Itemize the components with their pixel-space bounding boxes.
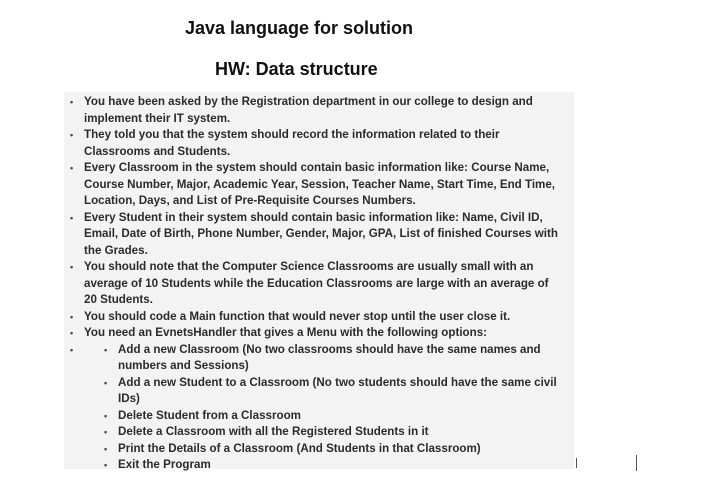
requirement-item: • You should note that the Computer Science Classrooms are usually small with an average of 10 Students while the Education Classrooms are large with an average of 20 Students. <box>64 259 564 309</box>
menu-option-item: • • Add a new Classroom (No two classrooms should have the same names and numbers and Sessions) <box>64 342 564 375</box>
menu-option-item: • Exit the Program <box>64 457 564 474</box>
requirements-list <box>64 94 564 474</box>
requirements-panel <box>64 92 574 469</box>
requirement-item: • Every Student in their system should contain basic information like: Name, Civil ID, Email, Date of Birth, Phone Number, Gender, Major, GPA, List of finished Courses with the Grades. <box>64 210 564 260</box>
menu-options-container <box>64 342 564 474</box>
menu-option-item: • Delete Student from a Classroom <box>64 408 564 425</box>
language-heading: Java language for solution <box>185 18 414 38</box>
requirement-item: • You should code a Main function that would never stop until the user close it. <box>64 309 564 326</box>
menu-option-item: • Add a new Student to a Classroom (No two students should have the same civil IDs) <box>64 375 564 408</box>
page-title: HW: Data structure <box>215 59 378 79</box>
requirement-item: • Every Classroom in the system should contain basic information like: Course Name, Course Number, Major, Academic Year, Session, Teacher Name, Start Time, End Time, Location, Days, and List of Pre-Requisite Courses Numbers. <box>64 160 564 210</box>
text-cursor-mark <box>576 458 577 468</box>
text-cursor-mark <box>636 455 637 471</box>
menu-options-list <box>64 342 564 474</box>
menu-option-item: • Print the Details of a Classroom (And Students in that Classroom) <box>64 441 564 458</box>
menu-option-item: • Delete a Classroom with all the Registered Students in it <box>64 424 564 441</box>
requirement-item: • They told you that the system should record the information related to their Classrooms and Students. <box>64 127 564 160</box>
requirement-item: • You have been asked by the Registration department in our college to design and implement their IT system. <box>64 94 564 127</box>
requirement-item: • You need an EvnetsHandler that gives a Menu with the following options: <box>64 325 564 342</box>
